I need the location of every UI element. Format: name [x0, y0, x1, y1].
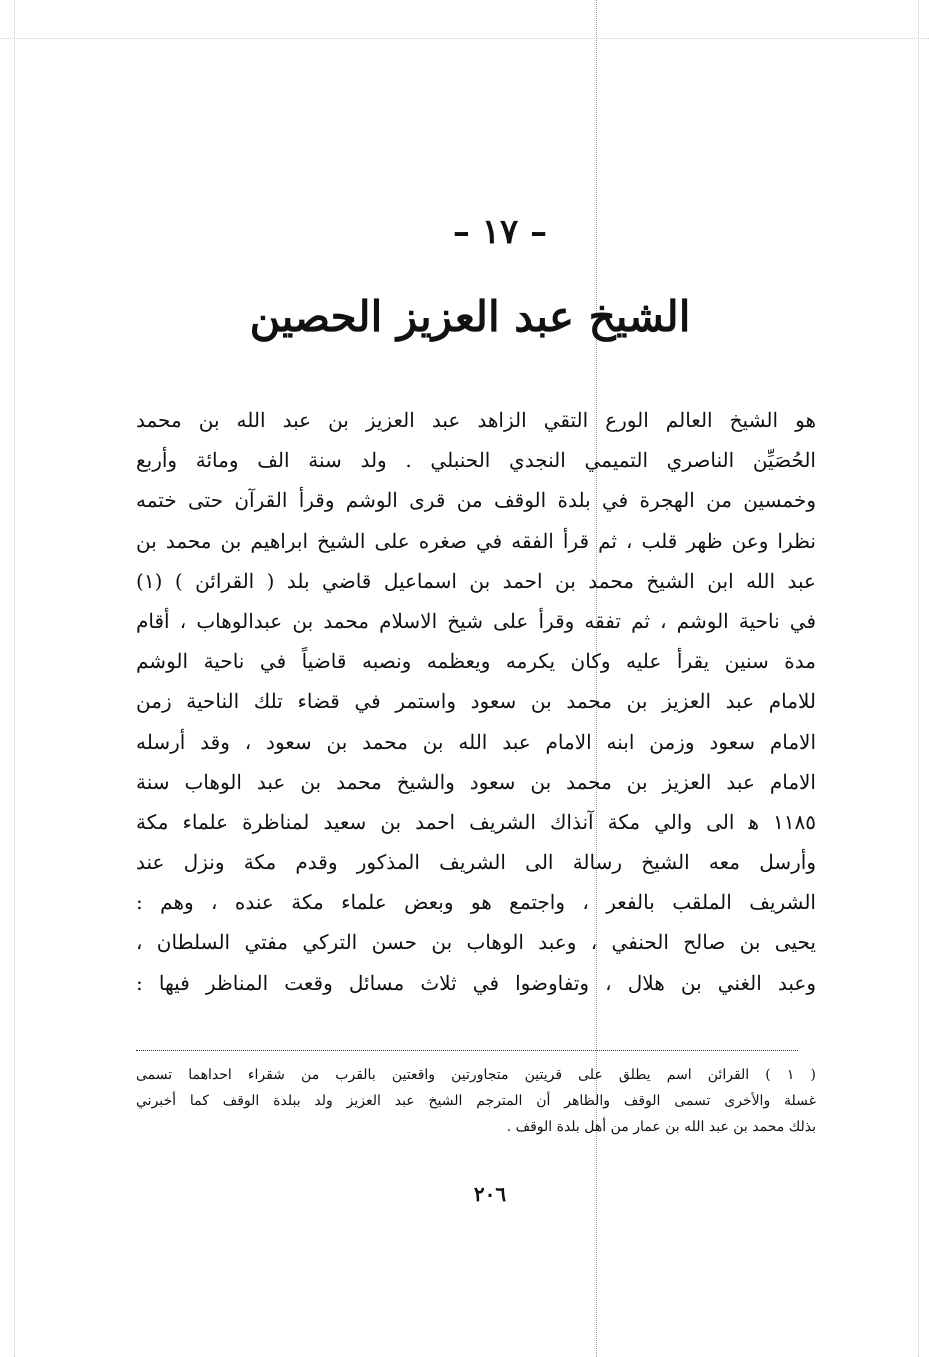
body-line: الامام عبد العزيز بن محمد بن سعود والشيخ محمد بن عبد الوهاب سنة — [136, 769, 816, 794]
footnotes — [136, 1062, 816, 1140]
chapter-number: – ١٧ – — [452, 212, 548, 252]
body-line: مدة سنين يقرأ عليه وكان يكرمه ويعظمه ونصبه قاضياً في ناحية الوشم — [136, 649, 816, 674]
body-line: نظرا وعن ظهر قلب ، ثم قرأ الفقه في صغره على الشيخ ابراهيم بن محمد بن — [136, 528, 816, 553]
body-line: للامام عبد العزيز بن محمد بن سعود واستمر في قضاء تلك الناحية زمن — [136, 689, 816, 714]
page-number: ٢٠٦ — [473, 1182, 507, 1206]
body-line: وأرسل معه الشيخ رسالة الى الشريف المذكور وقدم مكة ونزل عند — [136, 850, 816, 875]
footnote-line: بذلك محمد بن عبد الله بن عمار من أهل بلدة الوقف . — [506, 1119, 816, 1135]
body-text — [136, 400, 816, 1003]
footnote-line: غسلة والأخرى تسمى الوقف والظاهر أن المترجم الشيخ عبد العزيز ولد ببلدة الوقف كما أخبرني — [136, 1093, 816, 1109]
body-line: في ناحية الوشم ، ثم تفقه وقرأ على شيخ الاسلام محمد بن عبدالوهاب ، أقام — [136, 608, 816, 633]
page-title: الشيخ عبد العزيز الحصين — [249, 292, 691, 341]
body-line: وخمسين من الهجرة في بلدة الوقف من قرى الوشم وقرأ القرآن حتى ختمه — [136, 488, 816, 513]
body-line: هو الشيخ العالم الورع التقي الزاهد عبد العزيز بن عبد الله بن محمد — [136, 408, 816, 432]
footnote-line: ( ١ ) القرائن اسم يطلق على قريتين متجاورتين واقعتين بالقرب من شقراء احداهما تسمى — [136, 1067, 816, 1083]
body-line: الشريف الملقب بالفعر ، واجتمع هو وبعض علماء مكة عنده ، وهم : — [136, 890, 816, 915]
body-line: يحيى بن صالح الحنفي ، وعبد الوهاب بن حسن التركي مفتي السلطان ، — [136, 930, 816, 955]
scan-edge-right — [918, 0, 919, 1357]
body-line: الحُصَيِّن الناصري التميمي النجدي الحنبلي . ولد سنة الف ومائة وأربع — [136, 448, 816, 473]
scan-edge-top — [0, 38, 929, 39]
body-line: عبد الله ابن الشيخ محمد بن احمد بن اسماعيل قاضي بلد ( القرائن ) (١) — [136, 568, 816, 593]
footnote-divider — [136, 1050, 798, 1051]
scan-edge-left — [14, 0, 15, 1357]
body-line: ١١٨٥ ﻫ الى والي مكة آنذاك الشريف احمد بن سعيد لمناظرة علماء مكة — [136, 809, 816, 834]
body-line: الامام سعود وزمن ابنه الامام عبد الله بن محمد بن سعود ، وقد أرسله — [136, 729, 816, 754]
body-line: وعبد الغني بن هلال ، وتفاوضوا في ثلاث مسائل وقعت المناظر فيها : — [136, 970, 816, 995]
